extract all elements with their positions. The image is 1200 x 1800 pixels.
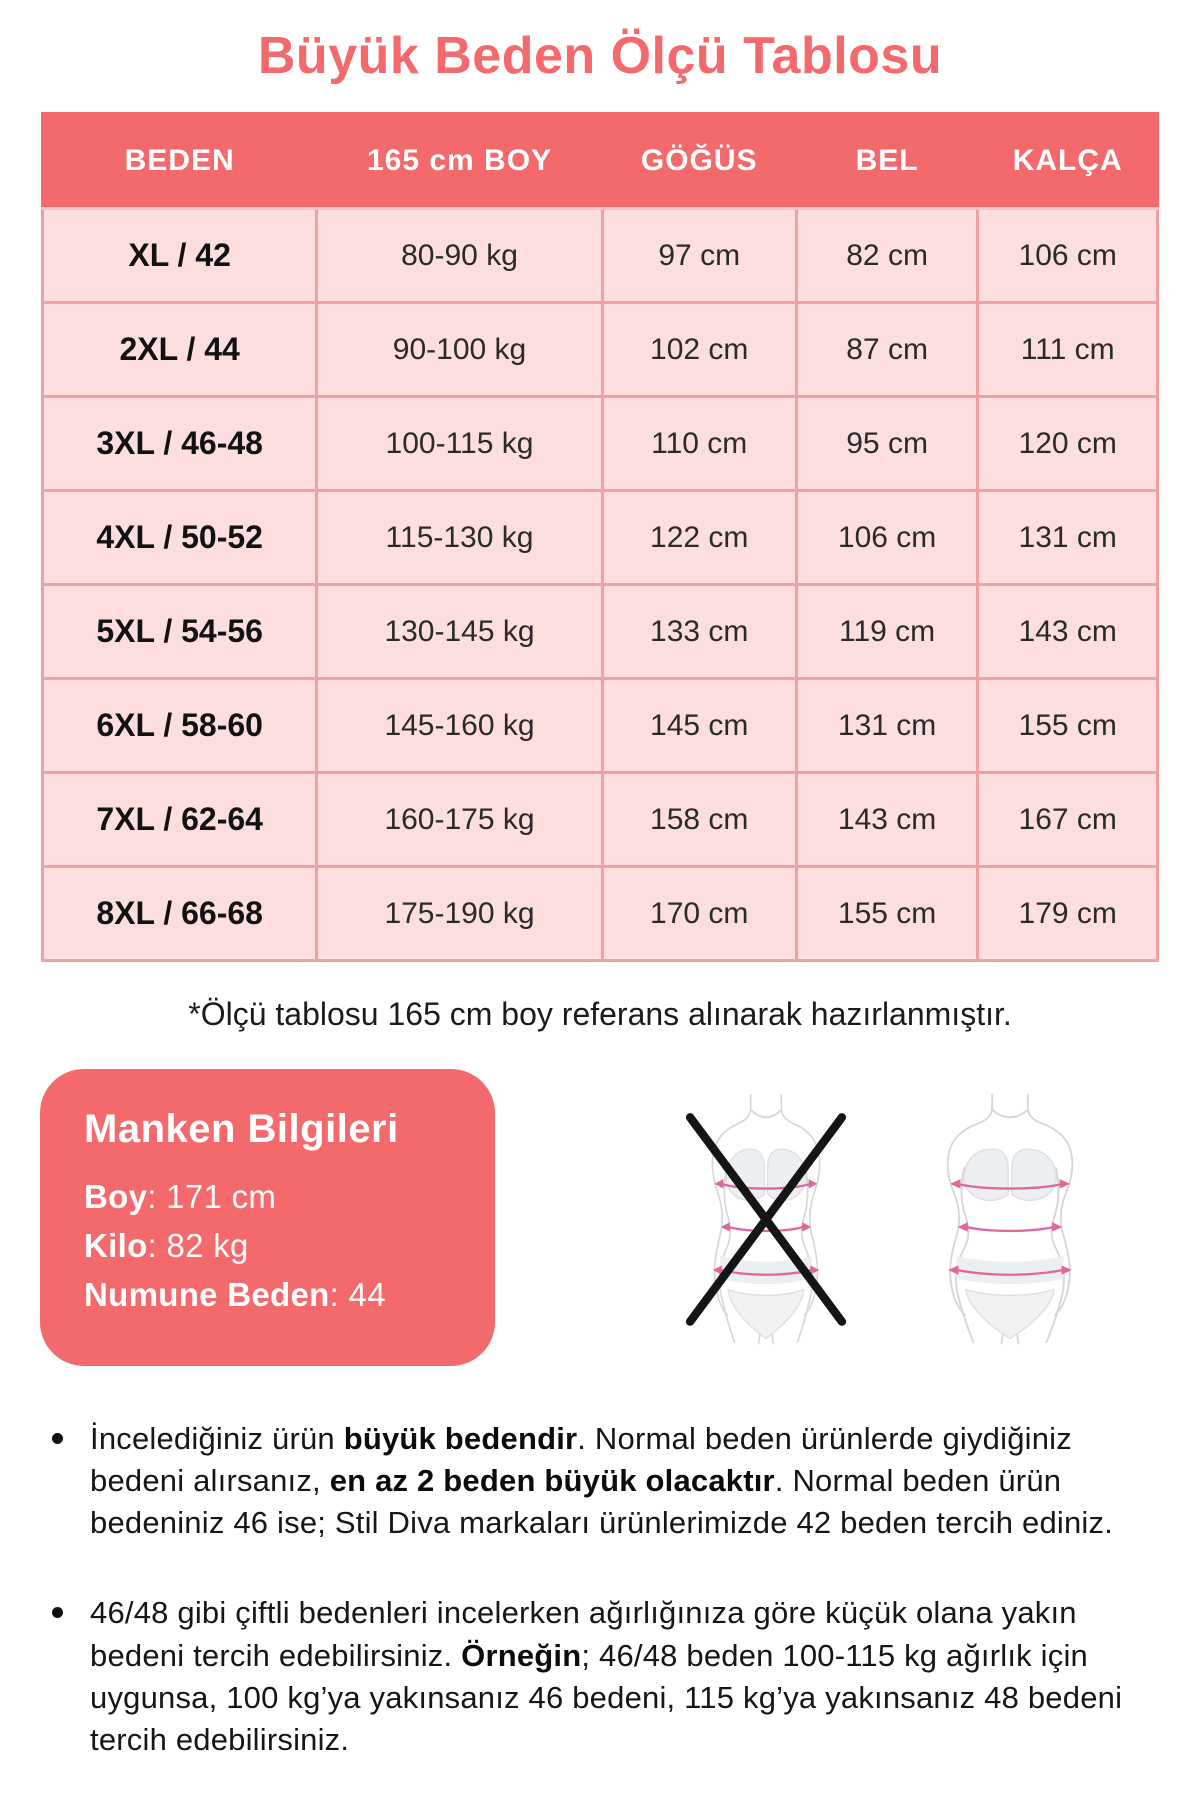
model-info-field [84,1276,451,1314]
panty-icon [728,1290,804,1339]
measure-cell: 131 cm [978,491,1158,585]
size-table [41,112,1159,962]
page-title: Büyük Beden Ölçü Tablosu [257,27,943,85]
measure-cell: 87 cm [796,303,978,397]
size-cell: 3XL / 46-48 [43,397,317,491]
table-footnote: *Ölçü tablosu 165 cm boy referans alınarak hazırlanmıştır. [188,996,1012,1032]
note-item [40,1418,1160,1544]
table-row [43,397,1158,491]
size-cell: 5XL / 54-56 [43,585,317,679]
note-text: . Normal beden ürün bedeniniz 46 ise; Stil Diva markaları ürünlerimizde 42 beden tercih ediniz. [90,1463,1114,1541]
measure-cell: 111 cm [978,303,1158,397]
size-cell: 4XL / 50-52 [43,491,317,585]
size-table-body [43,209,1158,961]
measure-cell: 133 cm [602,585,796,679]
size-cell: 6XL / 58-60 [43,679,317,773]
size-cell: 7XL / 62-64 [43,773,317,867]
measure-cell: 95 cm [796,397,978,491]
size-cell: 8XL / 66-68 [43,867,317,961]
measure-cell: 119 cm [796,585,978,679]
model-info-value: : 44 [329,1276,386,1313]
measurement-figures [677,1093,1099,1345]
slim-figure-svg [677,1093,855,1345]
table-row [43,585,1158,679]
note-text-bold: büyük bedendir [343,1421,578,1456]
slim-figure-crossed-icon [677,1093,855,1345]
model-info-field [84,1178,451,1216]
measure-cell: 145-160 kg [317,679,602,773]
measure-cell: 97 cm [602,209,796,303]
note-item [40,1592,1160,1761]
model-info-label: Boy [84,1178,148,1215]
note-text: 46/48 gibi çiftli bedenleri incelerken ağırlığınıza göre küçük olana yakın bedeni tercih edebilirsiniz. [90,1595,1077,1673]
model-info-card [40,1069,495,1366]
measure-cell: 106 cm [796,491,978,585]
notes-list [40,1418,1160,1761]
measure-cell: 145 cm [602,679,796,773]
measure-cell: 143 cm [796,773,978,867]
hip-band [957,1256,1064,1284]
model-info-section [40,1069,1160,1366]
measure-cell: 100-115 kg [317,397,602,491]
measure-cell: 143 cm [978,585,1158,679]
note-text: . Normal beden ürünlerde giydiğiniz bedeni alırsanız, [90,1421,1072,1499]
header-cell: 165 cm BOY [317,114,602,209]
measure-cell: 120 cm [978,397,1158,491]
measure-cell: 122 cm [602,491,796,585]
table-row [43,679,1158,773]
plus-figure-icon [921,1093,1099,1345]
size-cell: XL / 42 [43,209,317,303]
measure-cell: 155 cm [978,679,1158,773]
plus-figure-svg [921,1093,1099,1345]
bullet-dot-icon [52,1607,63,1618]
measure-cell: 167 cm [978,773,1158,867]
table-row [43,491,1158,585]
measure-cell: 170 cm [602,867,796,961]
table-row [43,209,1158,303]
panty-icon [966,1290,1054,1339]
model-info-label: Kilo [84,1227,148,1264]
measure-cell: 82 cm [796,209,978,303]
measure-cell: 130-145 kg [317,585,602,679]
bullet-dot-icon [52,1433,63,1444]
measure-cell: 179 cm [978,867,1158,961]
size-cell: 2XL / 44 [43,303,317,397]
model-info-value: : 82 kg [147,1227,249,1264]
header-cell: GÖĞÜS [602,114,796,209]
table-row [43,867,1158,961]
measure-cell: 102 cm [602,303,796,397]
measure-cell: 160-175 kg [317,773,602,867]
measure-cell: 106 cm [978,209,1158,303]
measure-cell: 90-100 kg [317,303,602,397]
model-info-field [84,1227,451,1265]
x-mark-icon [690,1117,842,1321]
table-row [43,303,1158,397]
header-cell: BEL [796,114,978,209]
note-text-bold: Örneğin [461,1637,582,1673]
bra-icon [964,1149,1056,1200]
header-cell: KALÇA [978,114,1158,209]
measure-cell: 155 cm [796,867,978,961]
model-info-value: : 171 cm [147,1178,277,1215]
note-text: İncelediğiniz ürün [90,1421,344,1456]
measure-cell: 175-190 kg [317,867,602,961]
measure-cell: 80-90 kg [317,209,602,303]
bra-icon [726,1149,805,1200]
model-info-fields [84,1178,451,1314]
note-text: ; 46/48 beden 100-115 kg ağırlık için uygunsa, 100 kg’ya yakınsanız 46 bedeni, 115 kg’ya yakınsanız 48 bedeni tercih edebilirsiniz. [90,1637,1123,1757]
table-row [43,773,1158,867]
header-cell: BEDEN [43,114,317,209]
model-info-title: Manken Bilgileri [84,1107,399,1151]
measure-cell: 110 cm [602,397,796,491]
measure-cell: 131 cm [796,679,978,773]
measure-cell: 158 cm [602,773,796,867]
size-table-header-row [43,114,1158,209]
model-info-label: Numune Beden [84,1276,330,1313]
figure-body-outline [948,1095,1073,1343]
measure-cell: 115-130 kg [317,491,602,585]
note-text-bold: en az 2 beden büyük olacaktır [329,1463,775,1499]
